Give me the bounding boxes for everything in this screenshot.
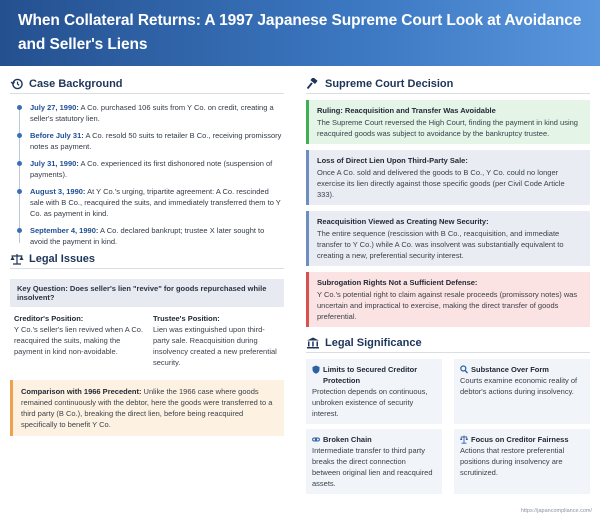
precedent-comparison-title: Comparison with 1966 Precedent: bbox=[21, 387, 142, 396]
lien-loss-text: Once A Co. sold and delivered the goods to B Co., Y Co. could no longer exercise its lien directly against those specific goods (per Civil Code Article 333). bbox=[317, 168, 565, 199]
scales-icon bbox=[10, 253, 24, 265]
legal-issues-title: Legal Issues bbox=[29, 253, 96, 265]
significance-card bbox=[306, 359, 442, 424]
timeline bbox=[10, 102, 284, 247]
precedent-comparison bbox=[10, 380, 284, 436]
timeline-text: A Co. experienced its first dishonored note (suspension of payments). bbox=[30, 159, 273, 179]
case-background-title: Case Background bbox=[29, 78, 123, 90]
timeline-dot bbox=[17, 228, 22, 233]
significance-card-header bbox=[460, 434, 584, 445]
significance-card-title: Focus on Creditor Fairness bbox=[471, 435, 569, 444]
lien-loss-box bbox=[306, 150, 590, 205]
case-background-heading bbox=[10, 78, 284, 94]
lien-loss-title: Loss of Direct Lien Upon Third-Party Sale: bbox=[317, 156, 468, 165]
decision-title: Supreme Court Decision bbox=[325, 78, 454, 90]
key-question: Key Question: Does seller's lien "revive" for goods repurchased while insolvent? bbox=[10, 279, 284, 307]
significance-card-text: Actions that restore preferential positions during insolvency are scrutinized. bbox=[460, 446, 565, 477]
history-icon bbox=[10, 78, 24, 90]
subrogation-title: Subrogation Rights Not a Sufficient Defense: bbox=[317, 278, 478, 287]
significance-card bbox=[454, 429, 590, 494]
timeline-item bbox=[30, 225, 284, 247]
trustee-position-title: Trustee's Position: bbox=[153, 314, 220, 323]
decision-heading bbox=[306, 78, 590, 94]
creditor-position-title: Creditor's Position: bbox=[14, 314, 84, 323]
timeline-item bbox=[30, 102, 284, 124]
left-column bbox=[0, 66, 292, 436]
timeline-text: A Co. declared bankrupt; trustee X later sought to avoid the payment in kind. bbox=[30, 226, 265, 246]
timeline-date: Before July 31: bbox=[30, 131, 84, 140]
significance-card-title: Broken Chain bbox=[323, 435, 372, 444]
creditor-position bbox=[14, 313, 147, 368]
significance-heading bbox=[306, 337, 590, 353]
timeline-item bbox=[30, 158, 284, 180]
significance-card-text: Protection depends on continuous, unbroken existence of security interest. bbox=[312, 387, 428, 418]
significance-title: Legal Significance bbox=[325, 337, 422, 349]
timeline-dot bbox=[17, 161, 22, 166]
timeline-text: At Y Co.'s urging, tripartite agreement: A Co. rescinded sale with B Co., reacquired the suits, and immediately transferred them to Y Co. as payment in kind. bbox=[30, 187, 281, 218]
timeline-date: September 4, 1990: bbox=[30, 226, 99, 235]
significance-card-header bbox=[460, 364, 584, 375]
ruling-box bbox=[306, 100, 590, 144]
significance-card-title: Substance Over Form bbox=[471, 365, 549, 374]
significance-card-header bbox=[312, 434, 436, 445]
timeline-text: A Co. resold 50 suits to retailer B Co., receiving promissory notes as payment. bbox=[30, 131, 282, 151]
page-header bbox=[0, 0, 600, 66]
significance-card bbox=[306, 429, 442, 494]
reacquisition-box bbox=[306, 211, 590, 266]
precedent-comparison-text: Unlike the 1966 case where goods remained continuously with the debtor, here the goods were transferred to a third party (B Co.), breaking the direct lien, before being reacquired specifically to benefit Y Co. bbox=[21, 387, 273, 429]
ruling-title: Ruling: Reacquisition and Transfer Was Avoidable bbox=[317, 106, 496, 115]
link-icon bbox=[312, 435, 320, 444]
reacquisition-title: Reacquisition Viewed as Creating New Security: bbox=[317, 217, 489, 226]
footer-url: https://japancompliance.com/ bbox=[520, 508, 592, 514]
page-title: When Collateral Returns: A 1997 Japanese Supreme Court Look at Avoidance and Seller's Liens bbox=[18, 12, 582, 53]
gavel-icon bbox=[306, 78, 320, 90]
creditor-position-text: Y Co.'s seller's lien revived when A Co. reacquired the suits, making the payment in kind non-avoidable. bbox=[14, 325, 144, 356]
significance-card bbox=[454, 359, 590, 424]
significance-card-text: Intermediate transfer to third party breaks the direct connection between original lien and reacquired assets. bbox=[312, 446, 433, 488]
trustee-position bbox=[147, 313, 280, 368]
trustee-position-text: Lien was extinguished upon third-party sale. Reacquisition during insolvency created a new preferential security. bbox=[153, 325, 277, 367]
significance-card-header bbox=[312, 364, 436, 386]
reacquisition-text: The entire sequence (rescission with B Co., reacquisition, and immediate transfer to Y Co.) while A Co. was insolvent was substantially equivalent to creating a new, preferential security interest. bbox=[317, 229, 564, 260]
significance-card-title: Limits to Secured Creditor Protection bbox=[323, 365, 418, 385]
right-column bbox=[300, 66, 600, 499]
subrogation-box bbox=[306, 272, 590, 327]
timeline-date: July 31, 1990: bbox=[30, 159, 79, 168]
subrogation-text: Y Co.'s potential right to claim against resale proceeds (promissory notes) was uncertain and impractical to exercise, making the direct transfer of goods preferential. bbox=[317, 290, 578, 321]
timeline-text: A Co. purchased 106 suits from Y Co. on credit, creating a seller's statutory lien. bbox=[30, 103, 274, 123]
ruling-text: The Supreme Court reversed the High Court, finding the payment in kind using reacquired goods was subject to avoidance by the bankruptcy trustee. bbox=[317, 118, 578, 138]
timeline-dot bbox=[17, 105, 22, 110]
timeline-dot bbox=[17, 133, 22, 138]
legal-issues-heading bbox=[10, 253, 284, 269]
timeline-date: August 3, 1990: bbox=[30, 187, 86, 196]
scales-icon bbox=[460, 435, 468, 444]
magnifier-icon bbox=[460, 365, 468, 374]
landmark-icon bbox=[306, 337, 320, 349]
positions bbox=[10, 313, 284, 368]
timeline-date: July 27, 1990: bbox=[30, 103, 79, 112]
significance-card-text: Courts examine economic reality of debtor's actions during insolvency. bbox=[460, 376, 578, 396]
timeline-dot bbox=[17, 189, 22, 194]
timeline-item bbox=[30, 186, 284, 219]
timeline-item bbox=[30, 130, 284, 152]
significance-grid bbox=[306, 359, 590, 499]
shield-icon bbox=[312, 365, 320, 374]
